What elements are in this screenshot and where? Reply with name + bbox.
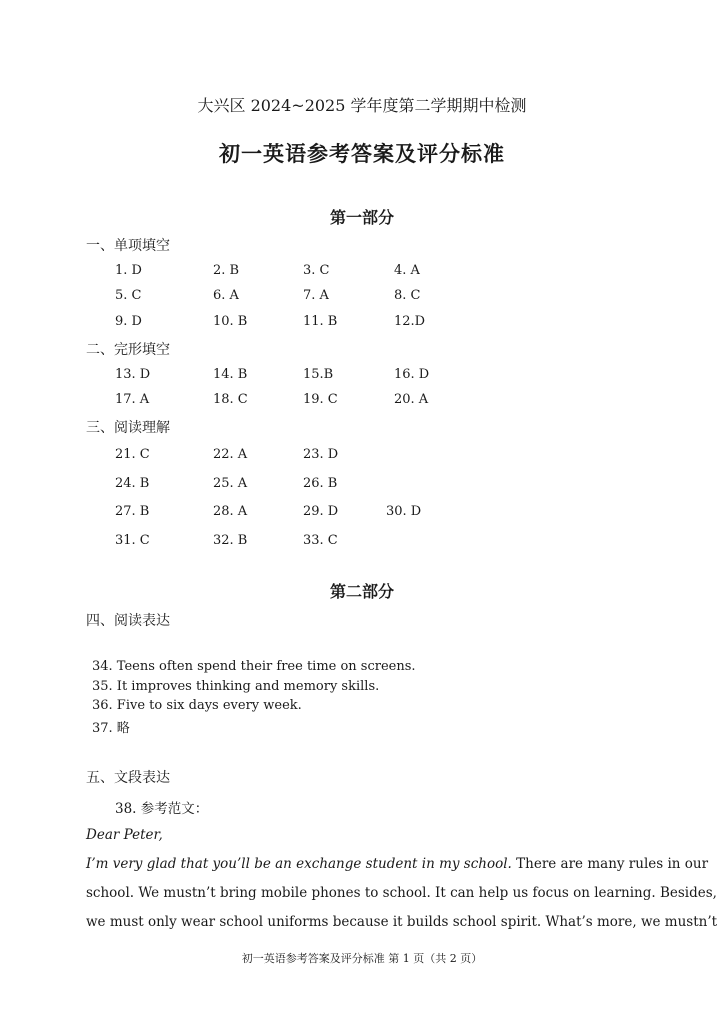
answer-item: 27. B — [115, 504, 150, 519]
section-reading-expression: 四、阅读表达 — [86, 613, 170, 629]
section-writing: 五、文段表达 — [86, 770, 170, 786]
answer-line: 34. Teens often spend their free time on screens. — [92, 659, 416, 674]
answer-item: 3. C — [303, 263, 330, 278]
answer-item: 1. D — [115, 263, 142, 278]
answer-item: 11. B — [303, 314, 338, 329]
answer-item: 32. B — [213, 533, 248, 548]
answer-item: 21. C — [115, 447, 150, 462]
answer-line: 35. It improves thinking and memory skills. — [92, 679, 380, 694]
essay-line-3: we must only wear school uniforms because it builds school spirit. What’s more, we mustn’t — [86, 914, 718, 930]
answer-item: 5. C — [115, 288, 142, 303]
exam-title: 大兴区 2024~2025 学年度第二学期期中检测 — [197, 96, 527, 115]
section-single-choice: 一、单项填空 — [86, 238, 170, 254]
answer-item: 25. A — [213, 476, 248, 491]
answer-item: 24. B — [115, 476, 150, 491]
letter-greeting: Dear Peter, — [86, 827, 163, 843]
answer-item: 33. C — [303, 533, 338, 548]
answer-item: 14. B — [213, 367, 248, 382]
part-two-title: 第二部分 — [329, 582, 394, 601]
answer-item: 7. A — [303, 288, 329, 303]
answer-item: 28. A — [213, 504, 248, 519]
section-cloze: 二、完形填空 — [86, 342, 170, 358]
q38-label: 38. 参考范文： — [115, 801, 209, 817]
answer-item: 2. B — [213, 263, 240, 278]
answer-item: 20. A — [394, 392, 429, 407]
answer-item: 4. A — [394, 263, 420, 278]
answer-item: 30. D — [386, 504, 422, 519]
essay-line-2: school. We mustn’t bring mobile phones to school. It can help us focus on learning. Besides, — [86, 885, 717, 901]
page-footer: 初一英语参考答案及评分标准 第 1 页（共 2 页） — [241, 952, 483, 965]
answer-item: 9. D — [115, 314, 142, 329]
answer-item: 19. C — [303, 392, 338, 407]
answer-item: 26. B — [303, 476, 338, 491]
answer-item: 8. C — [394, 288, 421, 303]
answer-item: 18. C — [213, 392, 248, 407]
essay-line-1-rest: There are many rules in our — [511, 856, 709, 872]
answer-item: 17. A — [115, 392, 150, 407]
answer-item: 31. C — [115, 533, 150, 548]
page-title: 初一英语参考答案及评分标准 — [219, 141, 505, 166]
answer-line: 37. 略 — [92, 721, 130, 736]
answer-item: 15.B — [303, 367, 334, 382]
answer-item: 12.D — [394, 314, 426, 329]
essay-line-1-italic: I’m very glad that you’ll be an exchange student in my school. — [86, 856, 512, 872]
essay-line-1 — [86, 856, 708, 872]
answer-item: 16. D — [394, 367, 430, 382]
answer-item: 13. D — [115, 367, 151, 382]
answer-item: 10. B — [213, 314, 248, 329]
answer-line: 36. Five to six days every week. — [92, 698, 302, 713]
answer-item: 22. A — [213, 447, 248, 462]
answer-item: 6. A — [213, 288, 239, 303]
section-reading: 三、阅读理解 — [86, 420, 170, 436]
part-one-title: 第一部分 — [329, 208, 394, 227]
answer-item: 29. D — [303, 504, 339, 519]
answer-item: 23. D — [303, 447, 339, 462]
